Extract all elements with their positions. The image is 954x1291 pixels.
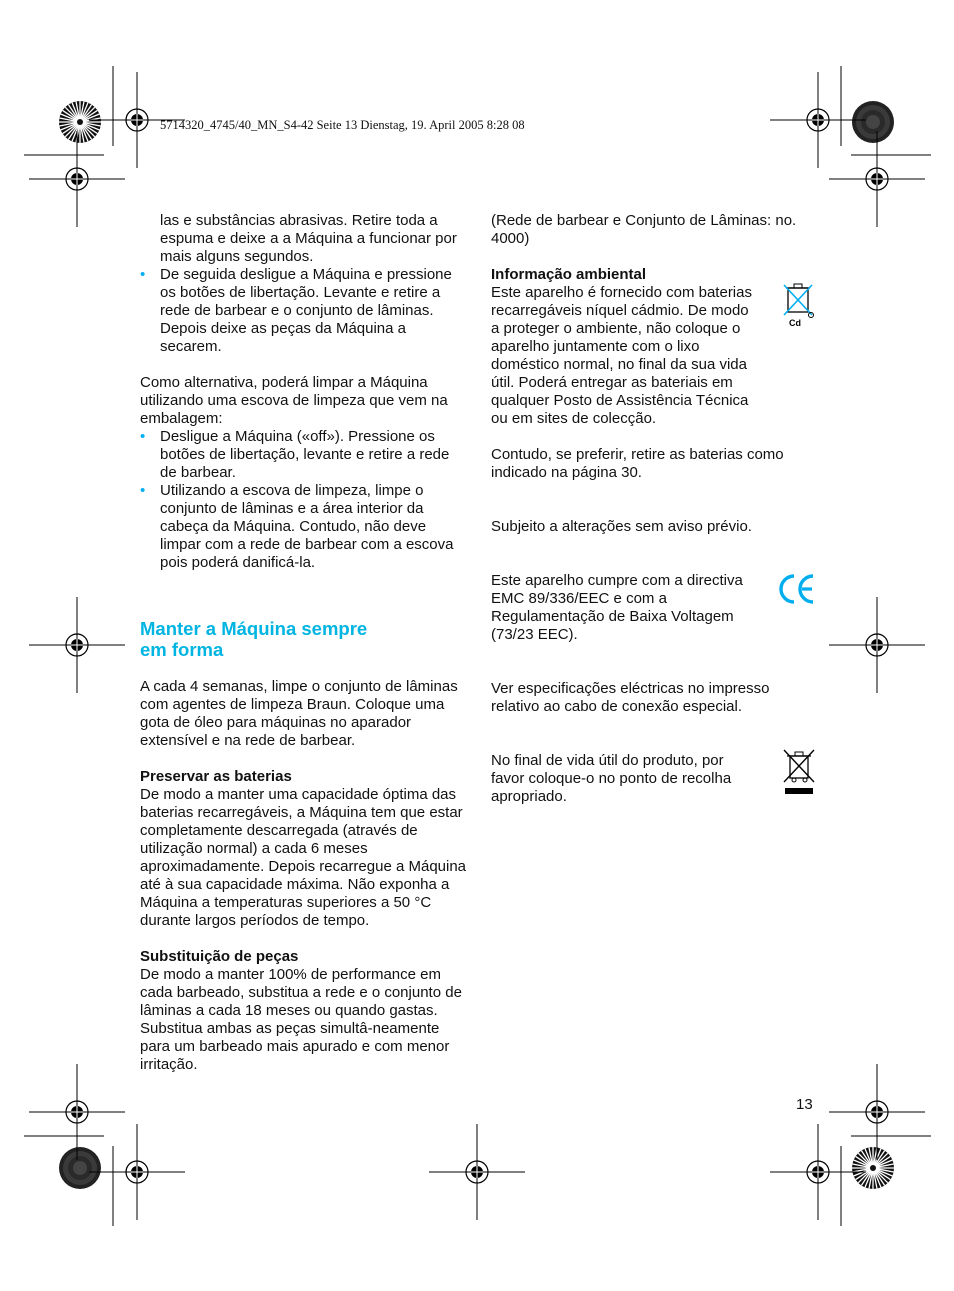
list-item: • Desligue a Máquina («off»). Pressione os botões de libertação, levante e retire a rede de barbear. [140, 428, 470, 482]
section-heading-line-2: em forma [140, 639, 224, 660]
changes-notice: Subjeito a alterações sem aviso prévio. [491, 518, 752, 535]
compliance-section [491, 572, 821, 644]
registration-mark-icon [829, 597, 925, 693]
parts-section [140, 948, 470, 1074]
batteries-text: De modo a manter uma capacidade óptima das baterias recarregáveis, a Máquina tem que estar completamente descarregada (através de utilização normal) a cada 6 meses aproximadamente. Depois recarregue a Máquina até à sua capacidade máxima. Não exponha a Máquina a temperaturas superiores a 50 °C durante largos períodos de tempo. [140, 786, 467, 929]
electrical-specs-note: Ver especificações eléctricas no impresso relativo ao cabo de conexão especial. [491, 680, 770, 715]
print-info-header: 5714320_4745/40_MN_S4-42 Seite 13 Dienstag, 19. April 2005 8:28 08 [160, 118, 525, 132]
section-heading-line-1: Manter a Máquina sempre [140, 618, 368, 639]
registration-mark-icon [29, 597, 125, 693]
parts-reference: (Rede de barbear e Conjunto de Lâminas: no. 4000) [491, 212, 797, 247]
page-number: 13 [796, 1096, 813, 1113]
registration-mark-icon [770, 1124, 866, 1220]
right-column [491, 212, 821, 806]
battery-removal-note: Contudo, se preferir, retire as baterias como indicado na página 30. [491, 446, 784, 481]
cd-label: Cd [789, 318, 801, 328]
list-item: • Utilizando a escova de limpeza, limpe o conjunto de lâminas e a área interior da cabeça da Máquina. Contudo, não deve limpar com a rede de barbear com a escova pois poderá danificá-la. [140, 482, 470, 572]
compliance-text: Este aparelho cumpre com a directiva EMC 89/336/EEC e com a Regulamentação de Baixa Voltagem (73/23 EEC). [491, 572, 743, 643]
environment-section [491, 266, 821, 428]
registration-mark-icon [29, 1064, 125, 1160]
starburst-target-icon [852, 1147, 894, 1189]
left-column [140, 212, 470, 1074]
parts-title: Substituição de peças [140, 948, 299, 965]
registration-mark-icon [829, 1064, 925, 1160]
parts-text: De modo a manter 100% de performance em cada barbeado, substitua a rede e o conjunto de lâminas a cada 18 meses ou quando gastas. Substitua ambas as peças simultâ-neamente para um barbeado mais apurado e com menor irritação. [140, 966, 462, 1073]
registration-mark-icon [770, 72, 866, 168]
starburst-target-icon [852, 101, 894, 143]
registration-mark-icon [829, 131, 925, 227]
environment-title: Informação ambiental [491, 266, 647, 283]
weee-bin-icon [781, 748, 817, 798]
batteries-section [140, 768, 470, 930]
environment-text: Este aparelho é fornecido com baterias recarregáveis níquel cádmio. De modo a proteger o ambiente, não coloque o aparelho juntamente com o lixo doméstico normal, no final da sua vida útil. Poderá entregar as bateriais em qualquer Posto de Assistência Técnica ou em sites de colecção. [491, 284, 752, 427]
starburst-target-icon [59, 101, 101, 143]
registration-mark-icon [29, 131, 125, 227]
starburst-target-icon [59, 1147, 101, 1189]
disposal-text: No final de vida útil do produto, por favor coloque-o no ponto de recolha apropriado. [491, 752, 732, 805]
alternative-intro: Como alternativa, poderá limpar a Máquina utilizando uma escova de limpeza que vem na embalagem: [140, 374, 448, 427]
disposal-section [491, 752, 821, 806]
ce-mark-icon [777, 572, 817, 606]
batteries-title: Preservar as baterias [140, 768, 292, 785]
registration-mark-icon [429, 1124, 525, 1220]
crossed-bin-cd-icon [781, 282, 817, 328]
section-heading [140, 618, 470, 660]
registration-mark-icon [89, 1124, 185, 1220]
continued-paragraph: las e substâncias abrasivas. Retire toda a espuma e deixe a a Máquina a funcionar por mais alguns segundos. [160, 212, 457, 265]
maintenance-paragraph: A cada 4 semanas, limpe o conjunto de lâminas com agentes de limpeza Braun. Coloque uma gota de óleo para máquinas no aparador extensível e na rede de barbear. [140, 678, 458, 749]
list-item: • De seguida desligue a Máquina e pressione os botões de libertação. Levante e retire a rede de barbear e o conjunto de lâminas. Depois deixe as peças da Máquina a secarem. [140, 266, 470, 356]
